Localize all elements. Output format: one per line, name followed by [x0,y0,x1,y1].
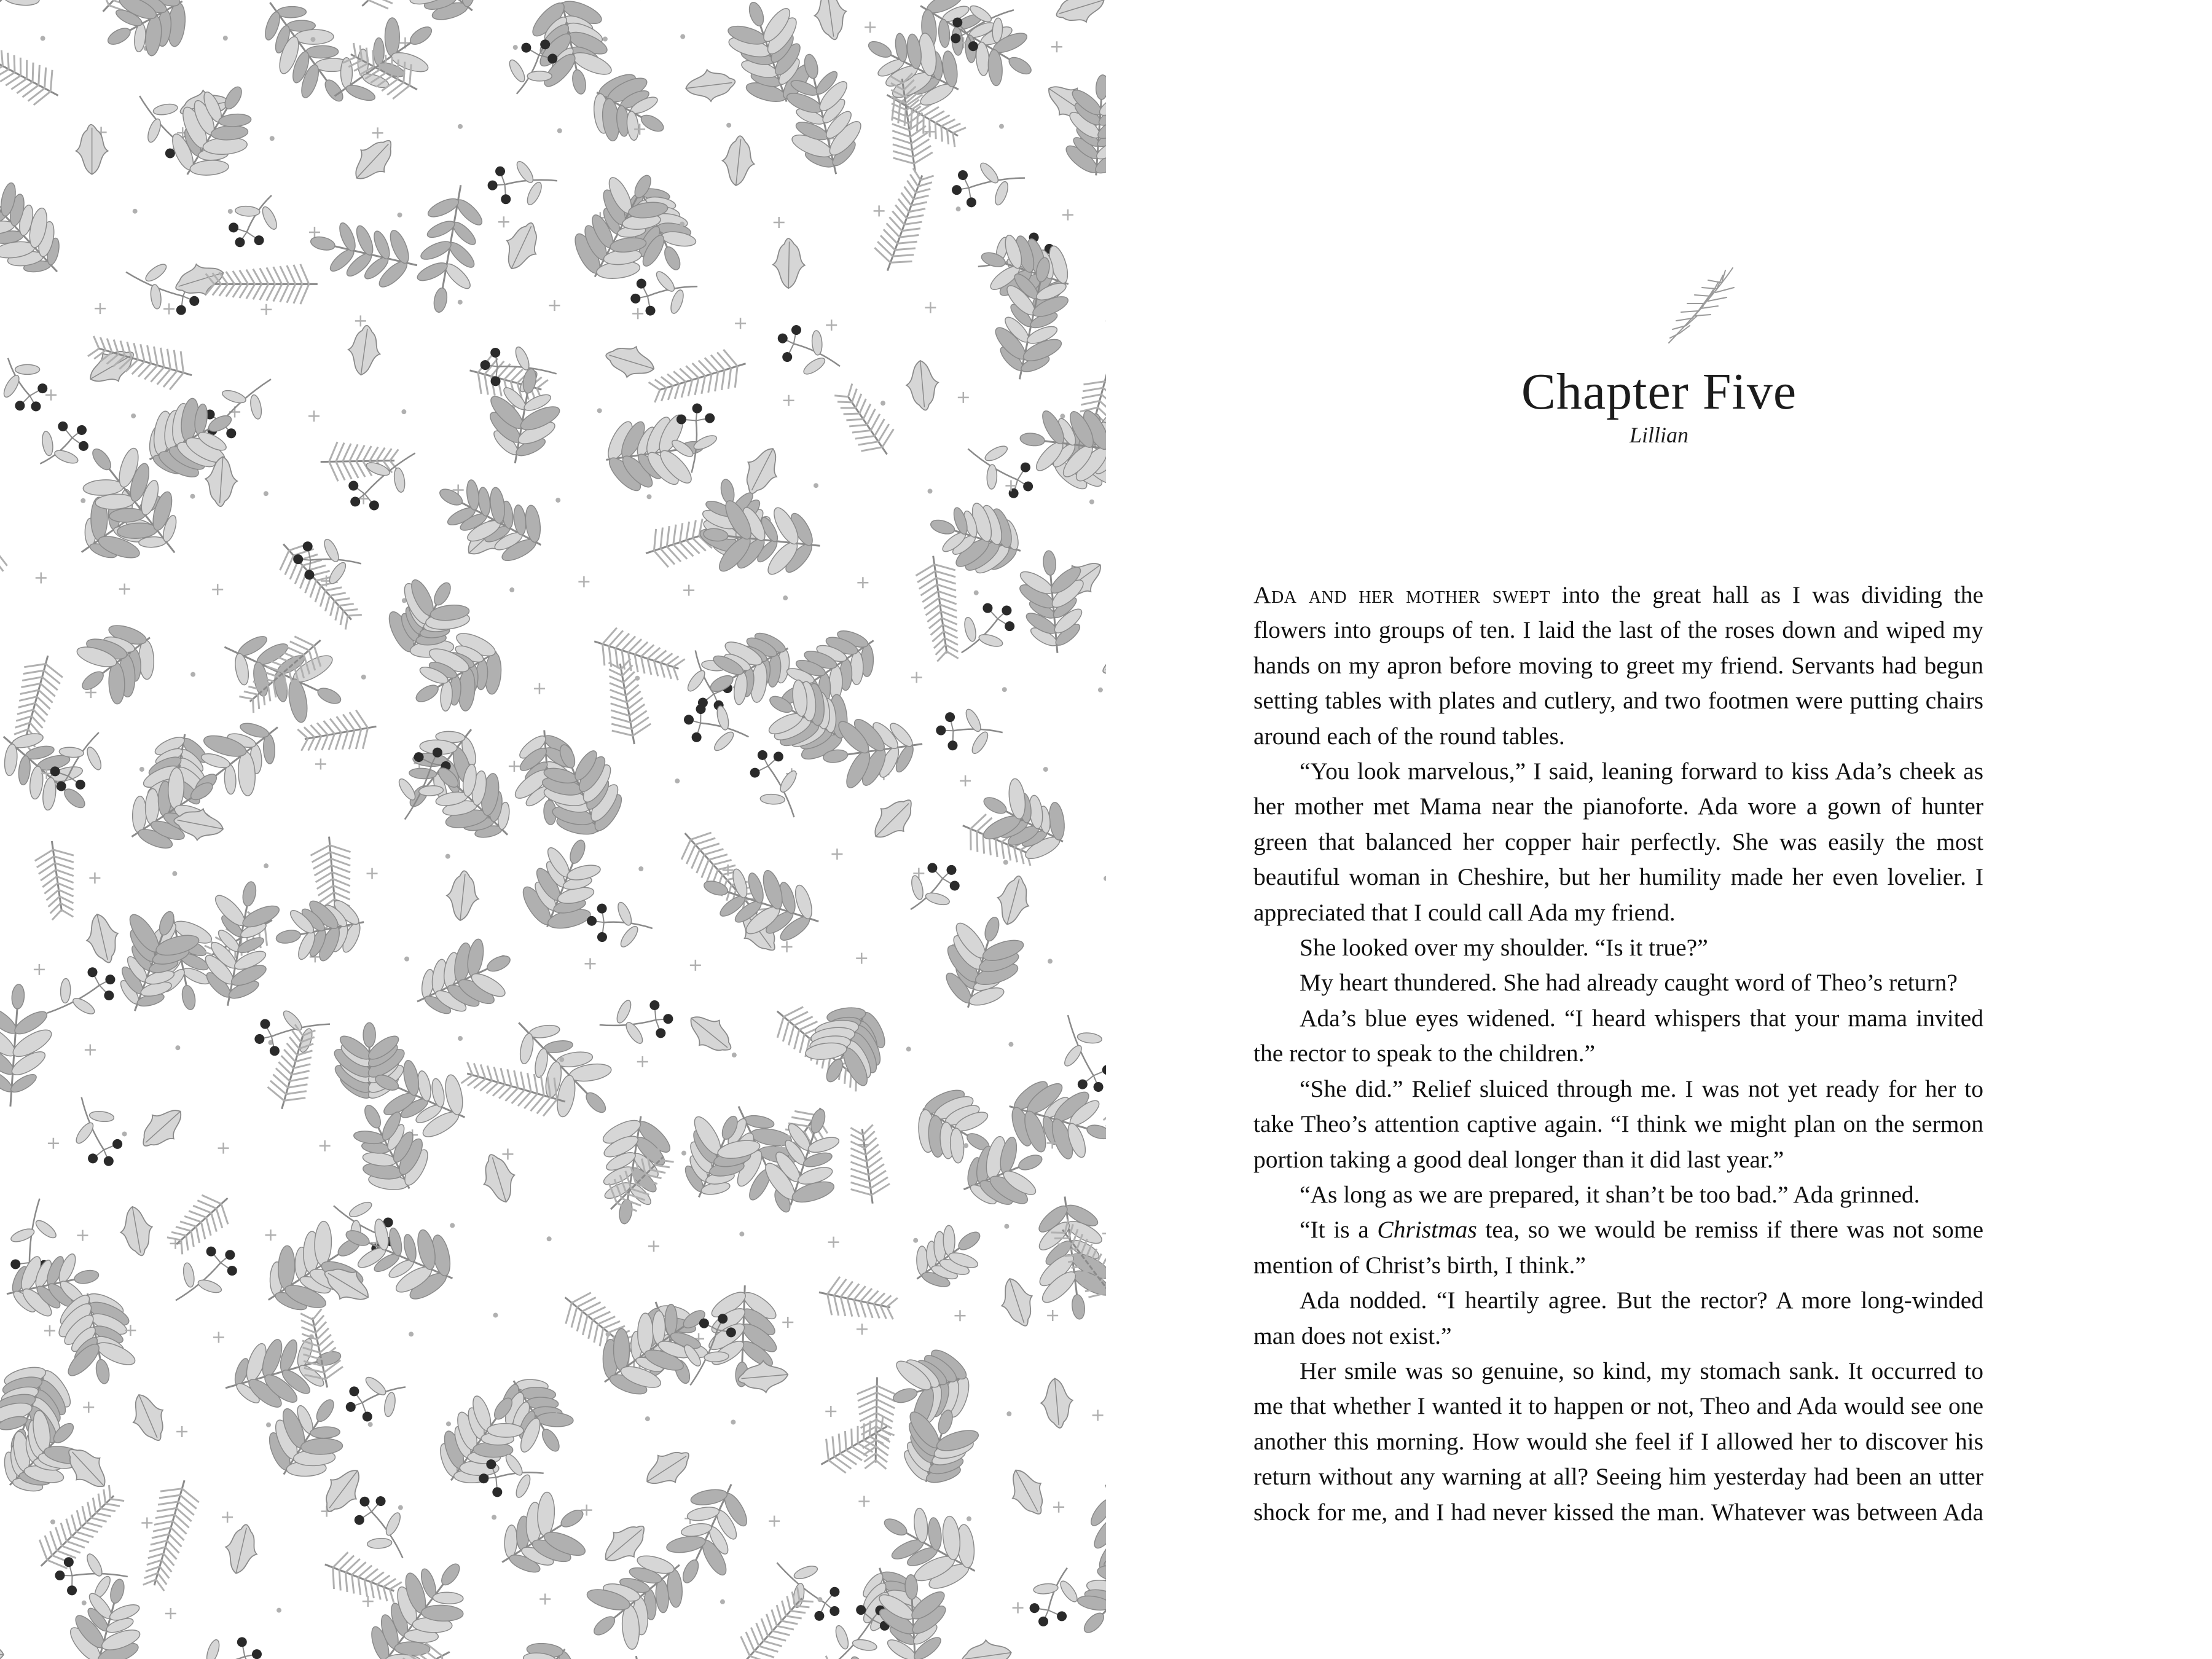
paragraph: Ada’s blue eyes widened. “I heard whispers that your mama invited the rector to speak to the children.” [1253,1004,1983,1067]
text-page [1106,0,2212,1659]
emphasis-text: Christmas [1377,1216,1477,1244]
paragraph: Her smile was so genuine, so kind, my stomach sank. It occurred to me that whether I wanted it to happen or not, Theo and Ada would see one another this morning. How would she feel if I allowed her to discover his return without any warning at all? Seeing him yesterday had been an utter shock for me, and I had never kissed the man. Whatever was between Ada [1253,1357,1983,1526]
paragraph [1253,578,1983,754]
paragraph-text: “It is a [1300,1216,1378,1244]
chapter-subtitle: Lillian [1629,423,1689,447]
paragraph: She looked over my shoulder. “Is it true?” [1300,934,1708,962]
paragraph-text: tea, so we would be remiss if there was not some mention of Christ’s birth, I think.” [1253,1216,1983,1279]
paragraph-text: into the great hall as I was dividing the flowers into groups of ten. I laid the last of the roses down and wiped my hands on my apron before moving to greet my friend. Servants had begun setting tables with plates and cutlery, and two footmen were putting chairs around each of the round tables. [1253,581,1983,750]
chapter-title: Chapter Five [1521,363,1797,420]
paragraph: Ada nodded. “I heartily agree. But the rector? A more long-winded man does not exist.” [1253,1287,1983,1349]
paragraph: My heart thundered. She had already caught word of Theo’s return? [1300,969,1958,997]
paragraph: “She did.” Relief sluiced through me. I was not yet ready for her to take Theo’s attention captive again. “I think we might plan on the sermon portion taking a good deal longer than it did last year.” [1253,1075,1983,1173]
lead-in-smallcaps: Ada and her mother swept [1253,581,1551,608]
paragraph [1253,1212,1983,1283]
chapter-body [1253,578,1983,1530]
paragraph: “You look marvelous,” I said, leaning forward to kiss Ada’s cheek as her mother met Mama near the pianoforte. Ada wore a gown of hunter green that balanced her copper hair perfectly. She was easily the most beautiful woman in Cheshire, but her humility made her even lovelier. I appreciated that I could call Ada my friend. [1253,758,1983,926]
paragraph: “As long as we are prepared, it shan’t be too bad.” Ada grinned. [1300,1180,1920,1208]
pine-sprig-icon [1660,264,1740,347]
